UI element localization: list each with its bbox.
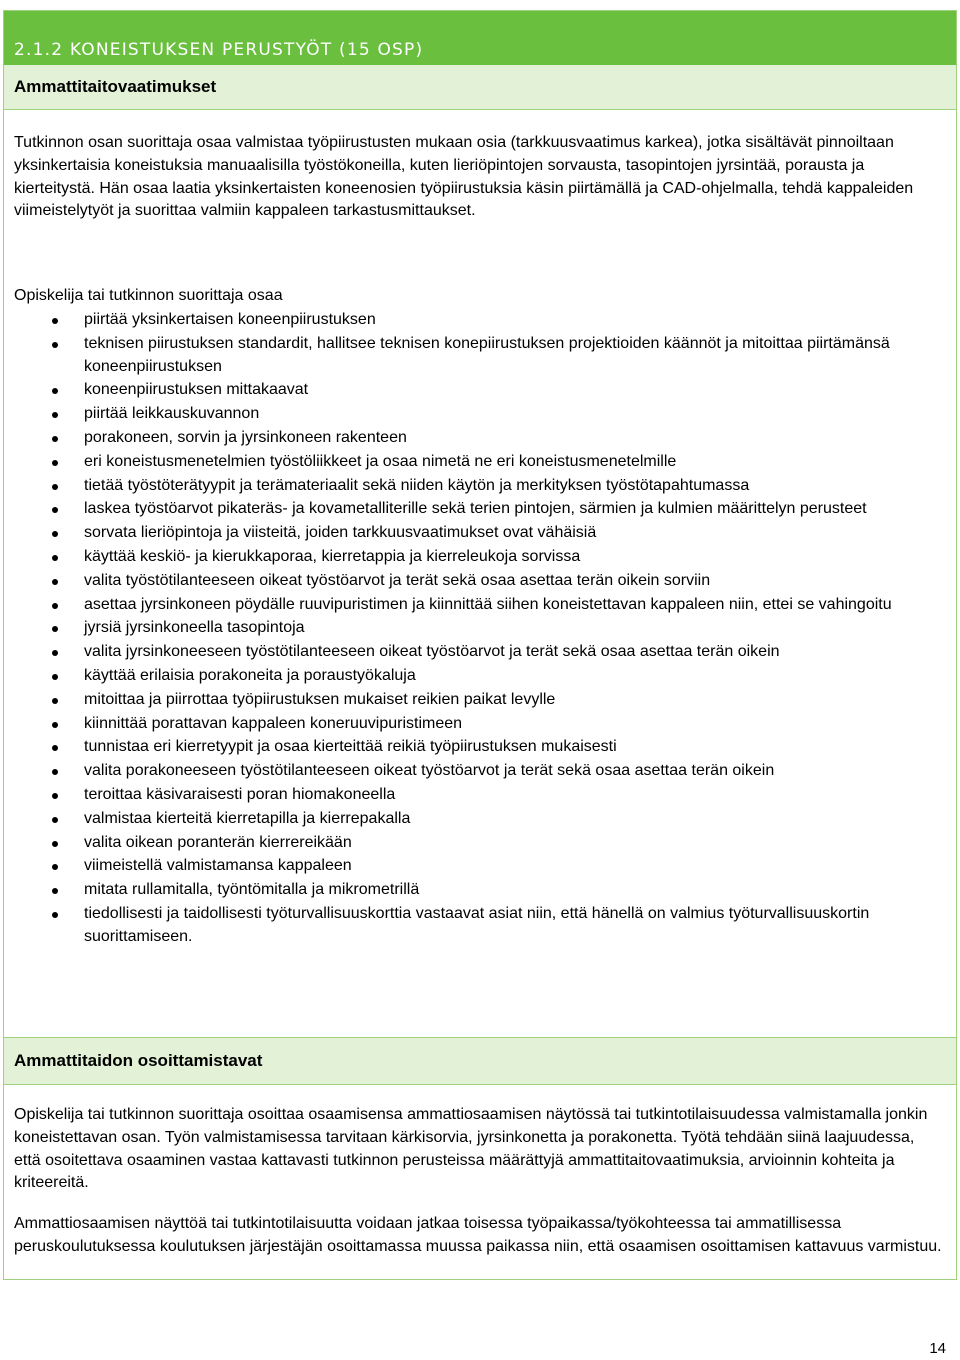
requirements-intro: Tutkinnon osan suorittaja osaa valmistaa työpiirustusten mukaan osia (tarkkuusvaatimus karkea), jotka sisältävät pinnoiltaan yksinkertaisia koneistuksia manuaalisilla työstökoneilla, kuten lieriöpintojen sorvausta, tasopintojen jyrsintää, porausta ja kierteitystä. Hän osaa laatia yksinkertaisten koneenosien työpiirustuksia käsin piirtämällä ja CAD-ohjelmalla, tehdä kappaleiden viimeistelytyöt ja suorittaa valmiin kappaleen tarkastusmittaukset.	[14, 134, 914, 220]
list-item: tietää työstöterätyypit ja terämateriaalit sekä niiden käytön ja merkityksen työstötapahtumassa	[0, 475, 950, 498]
list-item: teroittaa käsivaraisesti poran hiomakoneella	[0, 784, 950, 807]
list-item: asettaa jyrsinkoneen pöydälle ruuvipuristimen ja kiinnittää siihen koneistettavan kappaleen niin, ettei se vahingoitu	[0, 594, 950, 617]
list-item: jyrsiä jyrsinkoneella tasopintoja	[0, 617, 950, 640]
list-item: valita porakoneeseen työstötilanteeseen oikeat työstöarvot ja terät sekä osaa asettaa terän oikein	[0, 760, 950, 783]
list-item: valita oikean poranterän kierrereikään	[0, 832, 950, 855]
list-intro: Opiskelija tai tutkinnon suorittaja osaa	[14, 287, 283, 304]
list-item: mitoittaa ja piirrottaa työpiirustuksen mukaiset reikien paikat levylle	[0, 689, 950, 712]
list-item: käyttää keskiö- ja kierukkaporaa, kierretappia ja kierreleukoja sorvissa	[0, 546, 950, 569]
requirements-heading: Ammattitaitovaatimukset	[14, 77, 217, 96]
list-item: valita jyrsinkoneeseen työstötilanteeseen oikeat työstöarvot ja terät sekä osaa asettaa terän oikein	[0, 641, 950, 664]
list-item: teknisen piirustuksen standardit, hallitsee teknisen konepiirustuksen projektioiden käännöt ja mitoittaa piirtämänsä koneenpiirustuksen	[0, 333, 950, 379]
demonstration-paragraph-2: Ammattiosaamisen näyttöä tai tutkintotilaisuutta voidaan jatkaa toisessa työpaikassa/työkohteessa tai ammatillisessa peruskoulutuksessa koulutuksen järjestäjän osoittamassa muussa paikassa niin, että osaamisen osoittamisen kattavuus varmistuu.	[14, 1215, 942, 1255]
list-item: koneenpiirustuksen mittakaavat	[0, 379, 950, 402]
list-item: piirtää yksinkertaisen koneenpiirustuksen	[0, 309, 950, 332]
list-item: tiedollisesti ja taidollisesti työturvallisuuskorttia vastaavat asiat niin, että hänellä on valmius työturvallisuuskortin suorittamiseen.	[0, 903, 950, 949]
list-item: porakoneen, sorvin ja jyrsinkoneen rakenteen	[0, 427, 950, 450]
demonstration-heading: Ammattitaidon osoittamistavat	[14, 1051, 263, 1070]
section-title: 2.1.2 KONEISTUKSEN PERUSTYÖT (15 OSP)	[14, 40, 424, 60]
demonstration-paragraph-1: Opiskelija tai tutkinnon suorittaja osoittaa osaamisensa ammattiosaamisen näytössä tai tutkintotilaisuudessa valmistamalla jonkin koneistettavan osan. Työn valmistamisessa tarvitaan kärkisorvia, jyrsinkonetta ja porakonetta. Työtä tehdään siinä laajuudessa, että osoitettava osaaminen vastaa kattavasti tutkinnon perusteissa määrättyjä ammattitaitovaatimuksia, arvioinnin kohteita ja kriteereitä.	[14, 1106, 928, 1192]
list-item: eri koneistusmenetelmien työstöliikkeet ja osaa nimetä ne eri koneistusmenetelmille	[0, 451, 950, 474]
list-item: sorvata lieriöpintoja ja viisteitä, joiden tarkkuusvaatimukset ovat vähäisiä	[0, 522, 950, 545]
list-item: kiinnittää porattavan kappaleen koneruuvipuristimeen	[0, 713, 950, 736]
list-item: mitata rullamitalla, työntömitalla ja mikrometrillä	[0, 879, 950, 902]
list-item: käyttää erilaisia porakoneita ja poraustyökaluja	[0, 665, 950, 688]
list-item: valmistaa kierteitä kierretapilla ja kierrepakalla	[0, 808, 950, 831]
list-item: piirtää leikkauskuvannon	[0, 403, 950, 426]
list-item: tunnistaa eri kierretyypit ja osaa kierteittää reikiä työpiirustuksen mukaisesti	[0, 736, 950, 759]
list-item: laskea työstöarvot pikateräs- ja kovametalliterille sekä terien pintojen, särmien ja kulmien määrittelyn perusteet	[0, 498, 950, 521]
page-number: 14	[929, 1340, 946, 1357]
skills-list	[0, 309, 950, 950]
list-item: viimeistellä valmistamansa kappaleen	[0, 855, 950, 878]
list-item: valita työstötilanteeseen oikeat työstöarvot ja terät sekä osaa asettaa terän oikein sorviin	[0, 570, 950, 593]
